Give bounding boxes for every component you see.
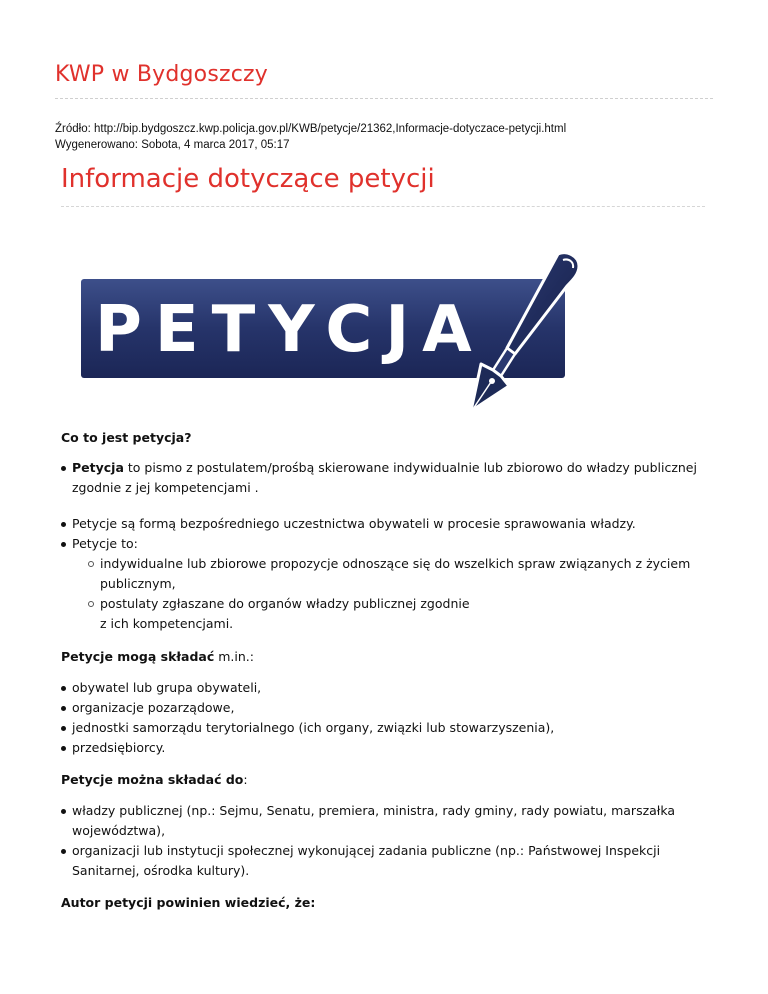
- section-heading-author: Autor petycji powinien wiedzieć, że:: [61, 895, 316, 910]
- list-item: [61, 718, 711, 738]
- sub-list-item-text: publicznym,: [100, 576, 176, 591]
- list-item-text: jednostki samorządu terytorialnego (ich organy, związki lub stowarzyszenia),: [72, 720, 555, 735]
- list-item-text: przedsiębiorcy.: [72, 740, 166, 755]
- sub-list-item: [88, 594, 711, 634]
- petycja-bold: Petycja: [72, 460, 124, 475]
- list-item-text: obywatel lub grupa obywateli,: [72, 680, 262, 695]
- list-item-text: Petycje to:: [72, 536, 138, 551]
- who-list: [61, 678, 711, 758]
- logo-text: PETYCJA: [95, 293, 485, 367]
- sub-list: [72, 554, 711, 634]
- heading-rest: :: [243, 772, 248, 787]
- title-divider: [61, 206, 705, 207]
- header-divider: [55, 98, 713, 99]
- list-item-text: organizacje pozarządowe,: [72, 700, 235, 715]
- list-item: [61, 514, 711, 534]
- sub-list-item-text: postulaty zgłaszane do organów władzy publicznej zgodnie: [100, 596, 470, 611]
- list-item-text: zgodnie z jej kompetencjami .: [72, 480, 259, 495]
- petycja-logo: [81, 250, 601, 415]
- list-item-text: województwa),: [72, 823, 166, 838]
- definition-list: [61, 458, 711, 498]
- list-item: [61, 534, 711, 634]
- document-meta: [55, 121, 566, 153]
- list-item-text: Sanitarnej, ośrodka kultury).: [72, 863, 250, 878]
- list-item: [61, 738, 711, 758]
- heading-bold: Petycje mogą składać: [61, 649, 215, 664]
- list-item: [61, 841, 711, 881]
- heading-bold: Petycje można składać do: [61, 772, 244, 787]
- sub-list-item-text: indywidualne lub zbiorowe propozycje odnoszące się do wszelkich spraw związanych z życiem: [100, 556, 691, 571]
- section-heading-who: [61, 647, 254, 667]
- list-item-text: władzy publicznej (np.: Sejmu, Senatu, premiera, ministra, rady gminy, rady powiatu, marszałka: [72, 803, 676, 818]
- list-item-text: Petycje są formą bezpośredniego uczestnictwa obywateli w procesie sprawowania władzy.: [72, 516, 636, 531]
- source-line: Źródło: http://bip.bydgoszcz.kwp.policja.gov.pl/KWB/petycje/21362,Informacje-dotyczace-petycji.html: [55, 123, 567, 135]
- list-item: [61, 678, 711, 698]
- page-title: Informacje dotyczące petycji: [61, 164, 435, 194]
- list-item: [61, 801, 711, 841]
- generated-line: Wygenerowano: Sobota, 4 marca 2017, 05:17: [55, 139, 290, 151]
- list-item: [61, 698, 711, 718]
- list-item-text: to pismo z postulatem/prośbą skierowane indywidualnie lub zbiorowo do władzy publicznej: [123, 460, 697, 475]
- sub-list-item-text: z ich kompetencjami.: [100, 616, 234, 631]
- list-item: [61, 458, 711, 498]
- properties-list: [61, 514, 711, 634]
- section-heading-where: [61, 770, 248, 790]
- where-list: [61, 801, 711, 881]
- section-heading-what-is: Co to jest petycja?: [61, 430, 192, 445]
- sub-list-item: [88, 554, 711, 594]
- site-title: KWP w Bydgoszczy: [55, 62, 269, 87]
- heading-rest: m.in.:: [214, 649, 254, 664]
- list-item-text: organizacji lub instytucji społecznej wykonującej zadania publiczne (np.: Państwowej Inspekcji: [72, 843, 661, 858]
